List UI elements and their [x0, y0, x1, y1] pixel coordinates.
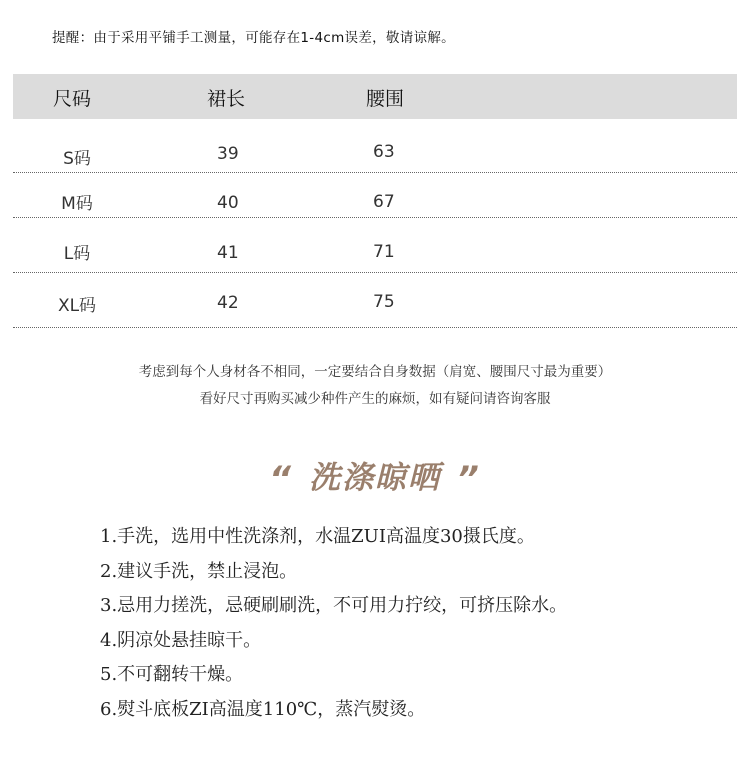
row-divider — [13, 272, 737, 273]
row-length-l: 41 — [217, 243, 239, 263]
row-length-s: 39 — [217, 144, 239, 164]
care-item: 4.阴凉处悬挂晾干。 — [100, 629, 262, 651]
care-item: 6.熨斗底板ZI高温度110℃，蒸汽熨烫。 — [100, 698, 426, 720]
header-size: 尺码 — [53, 88, 92, 110]
row-waist-l: 71 — [373, 242, 395, 262]
row-size-xl: XL码 — [57, 296, 97, 316]
header-length: 裙长 — [207, 88, 246, 110]
care-instructions-list — [100, 524, 567, 731]
row-length-xl: 42 — [217, 293, 239, 313]
row-waist-xl: 75 — [373, 292, 395, 312]
row-divider — [13, 172, 737, 173]
close-quote: ” — [457, 459, 481, 499]
care-item: 3.忌用力搓洗，忌硬刷刷洗，不可用力拧绞，可挤压除水。 — [100, 595, 568, 616]
care-section-title — [0, 452, 750, 499]
care-item: 1.手洗，选用中性洗涤剂，水温ZUI高温度30摄氏度。 — [100, 526, 535, 547]
care-item: 2.建议手洗，禁止浸泡。 — [100, 560, 298, 582]
header-waist: 腰围 — [366, 88, 405, 110]
row-waist-s: 63 — [373, 142, 395, 162]
row-size-l: L码 — [63, 244, 91, 264]
row-divider — [13, 327, 737, 328]
advice-line-1: 考虑到每个人身材各不相同，一定要结合自身数据（肩宽、腰围尺寸最为重要） — [138, 364, 612, 380]
row-divider — [13, 217, 737, 218]
row-size-m: M码 — [61, 194, 93, 214]
row-waist-m: 67 — [373, 192, 395, 212]
care-item: 5.不可翻转干燥。 — [100, 664, 244, 685]
care-title-text: 洗涤晾晒 — [309, 460, 441, 496]
row-length-m: 40 — [217, 193, 239, 213]
advice-line-2: 看好尺寸再购买减少种件产生的麻烦，如有疑问请咨询客服 — [199, 391, 551, 407]
row-size-s: S码 — [63, 149, 91, 169]
measurement-notice: 提醒：由于采用平铺手工测量，可能存在1-4cm误差，敬请谅解。 — [52, 30, 455, 46]
open-quote: “ — [269, 459, 293, 499]
